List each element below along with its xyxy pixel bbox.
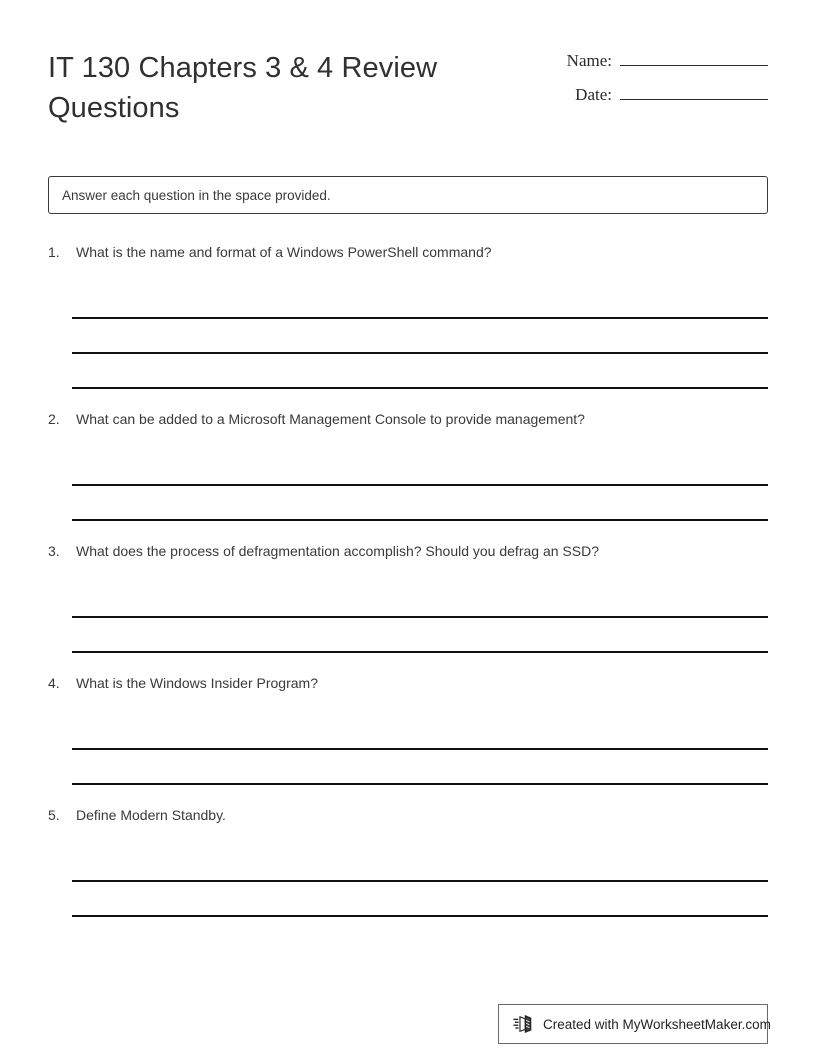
date-field-row bbox=[553, 84, 768, 118]
name-input-line[interactable] bbox=[620, 50, 768, 66]
name-field-row bbox=[553, 50, 768, 84]
instruction-text: Answer each question in the space provided. bbox=[62, 187, 331, 203]
question-block bbox=[48, 242, 768, 409]
page-title: IT 130 Chapters 3 & 4 Review Questions bbox=[48, 52, 438, 124]
question-text: What is the name and format of a Windows PowerShell command? bbox=[76, 244, 492, 260]
date-label: Date: bbox=[575, 85, 612, 104]
created-with-badge[interactable] bbox=[498, 1004, 771, 1044]
answer-area[interactable] bbox=[72, 825, 768, 917]
question-spacer bbox=[48, 917, 768, 937]
badge-label: Created with MyWorksheetMaker.com bbox=[543, 1016, 771, 1032]
student-info-fields bbox=[553, 44, 768, 118]
answer-line[interactable] bbox=[72, 583, 768, 618]
question-text: What can be added to a Microsoft Management Console to provide management? bbox=[76, 411, 585, 427]
question-block bbox=[48, 673, 768, 805]
question-list bbox=[48, 242, 768, 937]
instruction-box bbox=[48, 176, 768, 214]
answer-line[interactable] bbox=[72, 284, 768, 319]
question-spacer bbox=[48, 785, 768, 805]
answer-area[interactable] bbox=[72, 693, 768, 785]
answer-line[interactable] bbox=[72, 451, 768, 486]
question-spacer bbox=[48, 521, 768, 541]
answer-area[interactable] bbox=[72, 262, 768, 389]
question-number: 2. bbox=[48, 411, 60, 427]
question-number: 4. bbox=[48, 675, 60, 691]
question-row bbox=[48, 409, 768, 429]
question-block bbox=[48, 541, 768, 673]
question-text: Define Modern Standby. bbox=[76, 807, 226, 823]
question-row bbox=[48, 242, 768, 262]
answer-area[interactable] bbox=[72, 429, 768, 521]
answer-line[interactable] bbox=[72, 847, 768, 882]
question-text: What is the Windows Insider Program? bbox=[76, 675, 318, 691]
question-block bbox=[48, 409, 768, 541]
answer-line[interactable] bbox=[72, 750, 768, 785]
answer-line[interactable] bbox=[72, 486, 768, 521]
worksheet-header bbox=[48, 44, 768, 128]
question-spacer bbox=[48, 389, 768, 409]
question-block bbox=[48, 805, 768, 937]
question-number: 3. bbox=[48, 543, 60, 559]
answer-line[interactable] bbox=[72, 618, 768, 653]
question-row bbox=[48, 673, 768, 693]
answer-line[interactable] bbox=[72, 319, 768, 354]
question-number: 1. bbox=[48, 244, 60, 260]
answer-line[interactable] bbox=[72, 354, 768, 389]
answer-area[interactable] bbox=[72, 561, 768, 653]
question-spacer bbox=[48, 653, 768, 673]
question-row bbox=[48, 541, 768, 561]
worksheet-maker-logo-icon bbox=[513, 1013, 535, 1035]
name-label: Name: bbox=[566, 51, 612, 70]
question-number: 5. bbox=[48, 807, 60, 823]
answer-line[interactable] bbox=[72, 882, 768, 917]
date-input-line[interactable] bbox=[620, 84, 768, 100]
question-row bbox=[48, 805, 768, 825]
question-text: What does the process of defragmentation accomplish? Should you defrag an SSD? bbox=[76, 543, 599, 559]
answer-line[interactable] bbox=[72, 715, 768, 750]
